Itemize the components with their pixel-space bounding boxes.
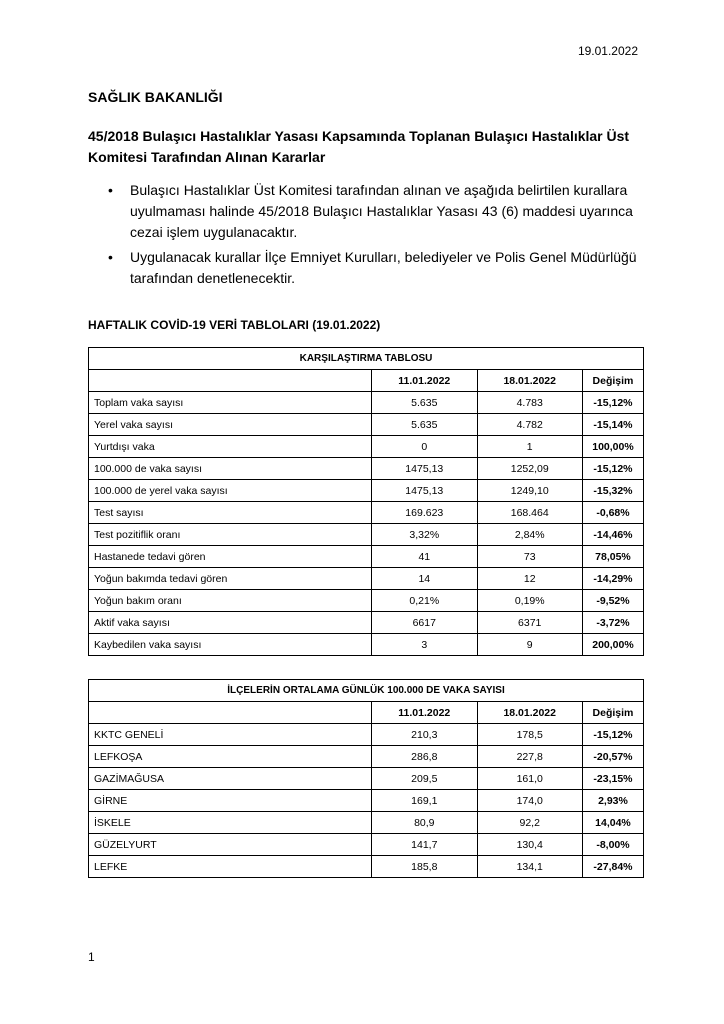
row-label: 100.000 de yerel vaka sayısı [89,480,372,502]
table-caption-row [89,348,644,370]
table-row [89,568,644,590]
value-cell: 134,1 [477,856,582,878]
column-header: 11.01.2022 [372,702,477,724]
table-row [89,436,644,458]
value-cell: 130,4 [477,834,582,856]
bullet-text: Bulaşıcı Hastalıklar Üst Komitesi tarafından alınan ve aşağıda belirtilen kurallara uyulmaması halinde 45/2018 Bulaşıcı Hastalıklar Yasası 43 (6) maddesi uyarınca cezai işlem uygulanacaktır. [130,182,633,240]
table-row [89,480,644,502]
table-caption: KARŞILAŞTIRMA TABLOSU [89,348,644,370]
change-cell: -15,14% [582,414,643,436]
column-header: 18.01.2022 [477,702,582,724]
value-cell: 286,8 [372,746,477,768]
column-header [89,370,372,392]
value-cell: 169.623 [372,502,477,524]
table-row [89,546,644,568]
value-cell: 2,84% [477,524,582,546]
value-cell: 3,32% [372,524,477,546]
table-row [89,768,644,790]
value-cell: 185,8 [372,856,477,878]
change-cell: 200,00% [582,634,643,656]
ministry-title: SAĞLIK BAKANLIĞI [88,89,223,105]
value-cell: 80,9 [372,812,477,834]
row-label: KKTC GENELİ [89,724,372,746]
change-cell: -14,46% [582,524,643,546]
bullet-icon: • [108,182,113,198]
value-cell: 5.635 [372,392,477,414]
table-row [89,414,644,436]
document-heading: 45/2018 Bulaşıcı Hastalıklar Yasası Kapsamında Toplanan Bulaşıcı Hastalıklar Üst Komitesi Tarafından Alınan Kararlar [88,128,630,165]
bullet-item [88,247,648,289]
value-cell: 0 [372,436,477,458]
document-date: 19.01.2022 [577,44,638,58]
value-cell: 1249,10 [477,480,582,502]
row-label: Yoğun bakım oranı [89,590,372,612]
row-label: LEFKE [89,856,372,878]
row-label: Hastanede tedavi gören [89,546,372,568]
value-cell: 1475,13 [372,458,477,480]
value-cell: 0,19% [477,590,582,612]
value-cell: 1252,09 [477,458,582,480]
table-header-row [89,702,644,724]
change-cell: -15,12% [582,724,643,746]
table-header-row [89,370,644,392]
change-cell: -8,00% [582,834,643,856]
comparison-table [88,347,644,656]
table-row [89,746,644,768]
table-row [89,392,644,414]
district-table [88,679,644,878]
bullet-text: Uygulanacak kurallar İlçe Emniyet Kurulları, belediyeler ve Polis Genel Müdürlüğü tarafından denetlenecektir. [130,249,637,286]
value-cell: 174,0 [477,790,582,812]
change-cell: -15,12% [582,458,643,480]
table-caption-row [89,680,644,702]
value-cell: 5.635 [372,414,477,436]
value-cell: 14 [372,568,477,590]
change-cell: 2,93% [582,790,643,812]
table-row [89,724,644,746]
table-row [89,812,644,834]
change-cell: -15,12% [582,392,643,414]
table-row [89,590,644,612]
value-cell: 141,7 [372,834,477,856]
column-header: 11.01.2022 [372,370,477,392]
value-cell: 4.782 [477,414,582,436]
value-cell: 6371 [477,612,582,634]
change-cell: -0,68% [582,502,643,524]
row-label: LEFKOŞA [89,746,372,768]
value-cell: 73 [477,546,582,568]
change-cell: 14,04% [582,812,643,834]
value-cell: 3 [372,634,477,656]
value-cell: 9 [477,634,582,656]
row-label: Test sayısı [89,502,372,524]
weekly-tables-title: HAFTALIK COVİD-19 VERİ TABLOLARI (19.01.2022) [88,318,381,332]
row-label: GÜZELYURT [89,834,372,856]
row-label: 100.000 de vaka sayısı [89,458,372,480]
value-cell: 4.783 [477,392,582,414]
change-cell: -23,15% [582,768,643,790]
value-cell: 227,8 [477,746,582,768]
row-label: Yurtdışı vaka [89,436,372,458]
value-cell: 12 [477,568,582,590]
row-label: GİRNE [89,790,372,812]
table-row [89,502,644,524]
change-cell: -14,29% [582,568,643,590]
value-cell: 1475,13 [372,480,477,502]
row-label: Yoğun bakımda tedavi gören [89,568,372,590]
table-row [89,458,644,480]
value-cell: 6617 [372,612,477,634]
change-cell: -20,57% [582,746,643,768]
row-label: Kaybedilen vaka sayısı [89,634,372,656]
column-header: 18.01.2022 [477,370,582,392]
row-label: Toplam vaka sayısı [89,392,372,414]
table-row [89,612,644,634]
change-cell: -27,84% [582,856,643,878]
change-cell: 100,00% [582,436,643,458]
table-row [89,856,644,878]
bullet-list [88,180,648,293]
value-cell: 209,5 [372,768,477,790]
change-cell: -9,52% [582,590,643,612]
column-header: Değişim [582,702,643,724]
value-cell: 92,2 [477,812,582,834]
page-number: 1 [88,950,95,964]
column-header: Değişim [582,370,643,392]
table-caption: İLÇELERİN ORTALAMA GÜNLÜK 100.000 DE VAKA SAYISI [89,680,644,702]
value-cell: 178,5 [477,724,582,746]
change-cell: -3,72% [582,612,643,634]
value-cell: 1 [477,436,582,458]
value-cell: 41 [372,546,477,568]
table-row [89,834,644,856]
value-cell: 169,1 [372,790,477,812]
row-label: Yerel vaka sayısı [89,414,372,436]
change-cell: -15,32% [582,480,643,502]
value-cell: 161,0 [477,768,582,790]
value-cell: 0,21% [372,590,477,612]
change-cell: 78,05% [582,546,643,568]
row-label: Test pozitiflik oranı [89,524,372,546]
table-row [89,634,644,656]
table-row [89,524,644,546]
bullet-icon: • [108,249,113,265]
column-header [89,702,372,724]
table-row [89,790,644,812]
row-label: İSKELE [89,812,372,834]
value-cell: 210,3 [372,724,477,746]
bullet-item [88,180,648,243]
value-cell: 168.464 [477,502,582,524]
row-label: GAZİMAĞUSA [89,768,372,790]
row-label: Aktif vaka sayısı [89,612,372,634]
